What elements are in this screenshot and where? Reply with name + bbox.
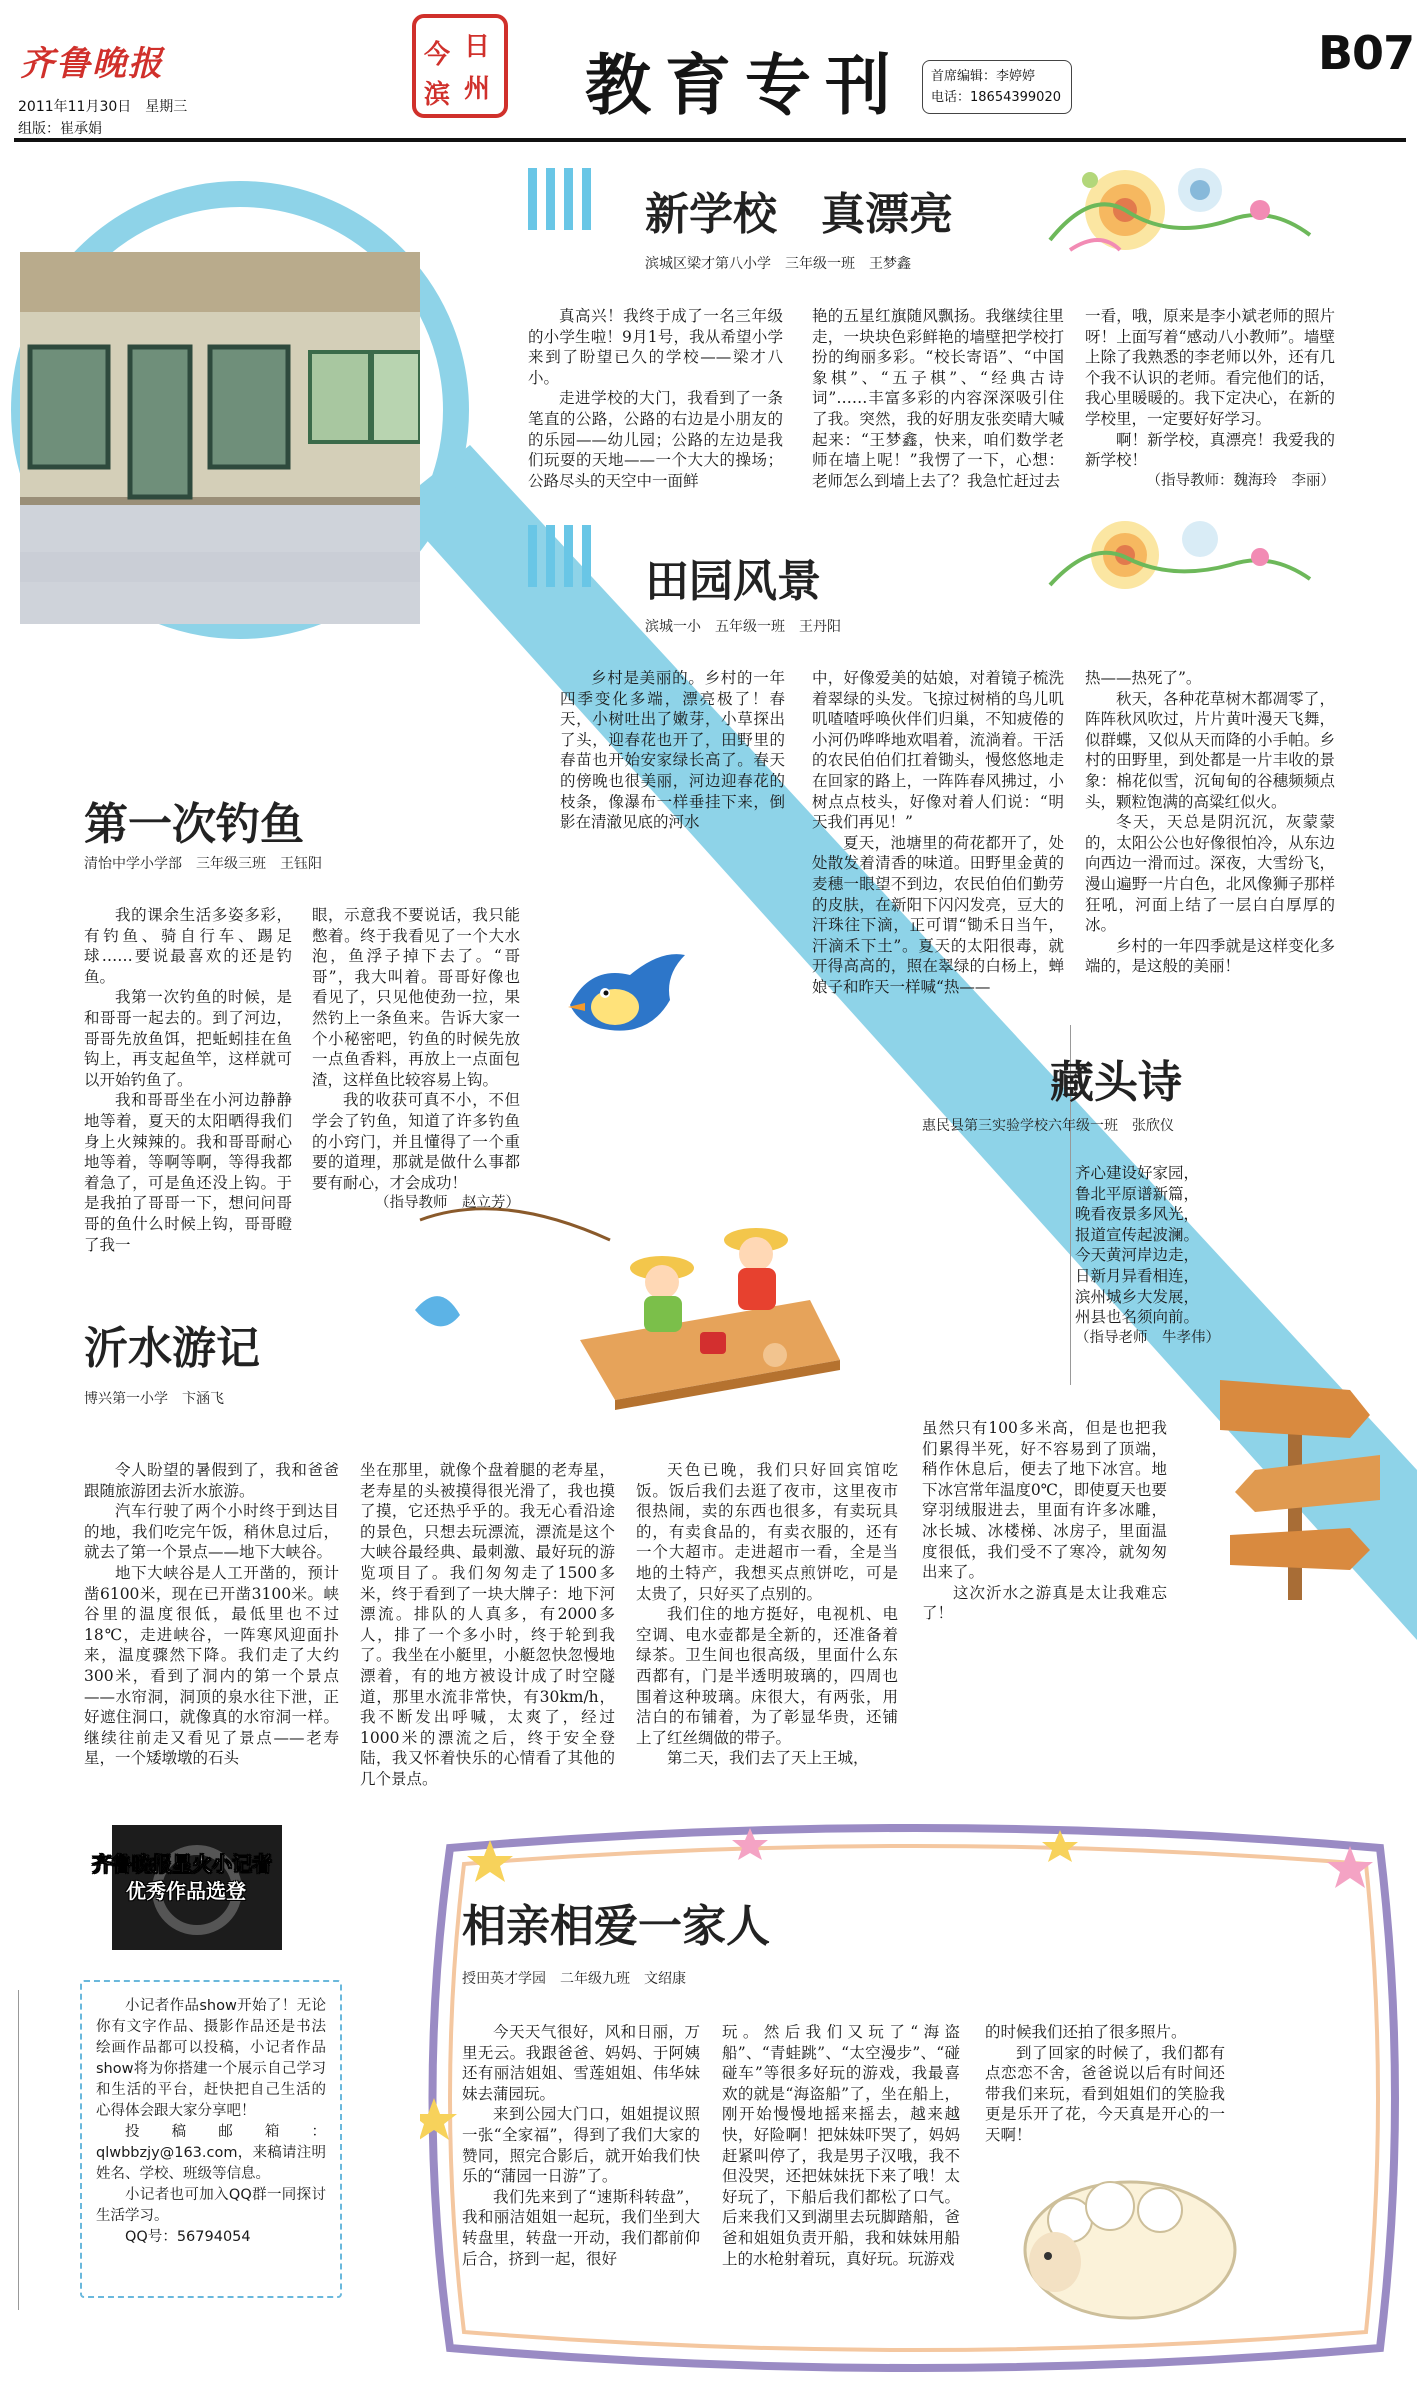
paragraph: 我的收获可真不小，不但学会了钓鱼，知道了许多钓鱼的小窍门，并且懂得了一个重要的道理，那就是做什么事都要有耐心，才会成功！ [312, 1091, 520, 1192]
article-byline: 滨城一小 五年级一班 王丹阳 [645, 619, 841, 635]
article-byline: 授田英才学园 二年级九班 文绍康 [462, 1971, 686, 1987]
school-photo [20, 252, 420, 624]
paragraph: 玩。然后我们又玩了“海盗船”、“青蛙跳”、“太空漫步”、“碰碰车”等很多好玩的游戏，我最喜欢的就是“海盗船”了，坐在船上，刚开始慢慢地摇来摇去，越来越快，好险啊！把妹妹吓哭了，妈妈赶紧叫停了，我是男子汉哦，我不但没哭，还把妹妹抚下来了哦！太好玩了，下船后我们都松了口气。后来我们又到湖里去玩脚踏船，爸爸和姐姐负责开船，我和妹妹用船上的水枪射着玩，真好玩。玩游戏 [722, 2023, 960, 2268]
editor-box [922, 60, 1072, 114]
flower-decoration [1030, 150, 1330, 280]
masthead [0, 0, 1417, 140]
article-body [560, 668, 785, 833]
paragraph: 乡村的一年四季就是这样变化多端的，是这般的美丽！ [1085, 936, 1335, 976]
seal-char: 滨 [424, 80, 451, 110]
article-title: 相亲相爱一家人 [462, 1901, 770, 1952]
promo-qq: QQ号：56794054 [125, 2229, 251, 2245]
promo-banner-title: 齐鲁晚报星火小记者 [92, 1852, 272, 1876]
article-body [462, 2022, 700, 2269]
article-body [812, 668, 1064, 998]
poem-line: 州县也名须向前。 [1075, 1308, 1200, 1327]
poem-line: 齐心建设好家园， [1075, 1164, 1200, 1182]
promo-box [80, 1980, 342, 2298]
paragraph: 的时候我们还拍了很多照片。 [985, 2023, 1187, 2041]
article-title: 沂水游记 [84, 1323, 260, 1374]
article-title: 田园风景 [645, 556, 821, 607]
paragraph: 坐在那里，就像个盘着腿的老寿星，老寿星的头被摸得很光滑了，我也摸了摸，它还热乎乎的。我无心看沿途的景色，只想去玩漂流，漂流是这个大峡谷最经典、最刺激、最好玩的游览项目了。我们匆匆走了1500多米，终于看到了一块大牌子：地下河漂流。排队的人真多，有2000多人，排了一个多小时，终于轮到我了。我坐在小艇里，小艇忽快忽慢地漂着，有的地方被设计成了时空隧道，那里水流非常快，有30km/h，我不断发出呼喊，太爽了，经过1000米的漂流之后，终于安全登陆，我又怀着快乐的心情看了其他的几个景点。 [360, 1461, 615, 1788]
seal-char: 今 [424, 40, 451, 70]
poem [1075, 1163, 1235, 1348]
paragraph: 夏天，池塘里的荷花都开了，处处散发着清香的味道。田野里金黄的麦穗一眼望不到边，农民伯伯们勤劳的皮肤，在新阳下闪闪发亮，豆大的汗珠往下滴，正可谓“锄禾日当午，汗滴禾下土”。夏天的太阳很毒，就开得高高的，照在翠绿的白杨上，蝉娘子和昨天一样喊“热—— [812, 833, 1064, 996]
section-title: 教育专刊 [585, 46, 905, 124]
paragraph: 今天天气很好，风和日丽，万里无云。我跟爸爸、妈妈、于阿姨还有丽洁姐姐、雪莲姐姐、伟华妹妹去蒲园玩。 [462, 2023, 700, 2103]
article-body [812, 306, 1064, 491]
paragraph: 中，好像爱美的姑娘，对着镜子梳洗着翠绿的头发。飞掠过树梢的鸟儿叽叽喳喳呼唤伙伴们归巢，不知疲倦的小河仍哗哗地欢唱着，流淌着。干活的农民伯伯们扛着锄头，慢悠悠地走在回家的路上，一阵阵春风拂过，小树点点枝头，好像对着人们说：“明天我们再见！” [812, 669, 1064, 832]
paragraph: 一看，哦，原来是李小斌老师的照片呀！上面写着“感动八小教师”。墙壁上除了我熟悉的李老师以外，还有几个我不认识的老师。看完他们的话，我心里暖暖的。我下定决心，在新的学校里，一定要好好学习。 [1085, 307, 1335, 428]
paragraph: 秋天，各种花草树木都凋零了，阵阵秋风吹过，片片黄叶漫天飞舞，似群蝶，又似从天而降的小手帕。乡村的田野里，到处都是一片丰收的景象：棉花似雪，沉甸甸的谷穗频频点头，颗粒饱满的高粱红似火。 [1085, 689, 1335, 811]
paragraph: 热——热死了”。 [1085, 669, 1202, 687]
article-byline: 清怡中学小学部 三年级三班 王钰阳 [84, 856, 322, 872]
article-byline: 滨城区梁才第八小学 三年级一班 王梦鑫 [645, 256, 911, 272]
title-bar [546, 168, 555, 230]
signpost-illustration [1200, 1360, 1400, 1600]
paragraph: 汽车行驶了两个小时终于到达目的地，我们吃完午饭，稍休息过后，就去了第一个景点——地下大峡谷。 [84, 1502, 339, 1562]
layout-editor: 组版：崔承娟 [18, 121, 102, 137]
title-bar [564, 168, 573, 230]
article-title: 第一次钓鱼 [84, 799, 304, 850]
article-signature: （指导教师：魏海玲 李丽） [1146, 472, 1335, 489]
paragraph: 啊！新学校，真漂亮！我爱我的新学校！ [1085, 430, 1335, 470]
paragraph: 真高兴！我终于成了一名三年级的小学生啦！9月1号，我从希望小学来到了盼望已久的学校——梁才八小。 [528, 307, 783, 387]
article-body [922, 1418, 1167, 1624]
editor-phone: 电话：18654399020 [931, 90, 1061, 105]
article-signature: （指导教师 赵立芳） [375, 1195, 520, 1212]
title-bar [564, 525, 573, 587]
paragraph: 第二天，我们去了天上王城， [667, 1749, 869, 1768]
page-number: B07 [1318, 26, 1415, 80]
paragraph: 地下大峡谷是人工开凿的，预计凿6100米，现在已开凿3100米。峡谷里的温度很低，最低里也不过18℃，走进峡谷，一阵寒风迎面扑来，温度骤然下降。我们走了大约300米，看到了洞内的第一个景点——水帘洞，洞顶的泉水往下泄，正好遮住洞口，就像真的水帘洞一样。继续往前走又看见了景点——老寿星，一个矮墩墩的石头 [84, 1563, 339, 1768]
title-bar [528, 168, 537, 230]
article-body [1085, 306, 1335, 491]
paragraph: 天色已晚，我们只好回宾馆吃饭。饭后我们去逛了夜市，这里夜市很热闹，卖的东西也很多，有卖玩具的，有卖食品的，有卖衣服的，还有一个大超市。走进超市一看，全是当地的土特产，我想买点煎饼吃，可是太贵了，只好买了点别的。 [636, 1461, 898, 1603]
seal-char: 日 [464, 32, 491, 62]
article-body [84, 905, 292, 1255]
paragraph: 眼，示意我不要说话，我只能憋着。终于我看见了一个大水泡，鱼浮子掉下去了。“哥哥”，我大叫着。哥哥好像也看见了，只见他使劲一拉，果然钓上一条鱼来。告诉大家一个小秘密吧，钓鱼的时候先放一点鱼香料，再放上一点面包渣，这样鱼比较容易上钩。 [312, 906, 520, 1089]
paragraph: 我第一次钓鱼的时候，是和哥哥一起去的。到了河边，哥哥先放鱼饵，把蚯蚓挂在鱼钩上，再支起鱼竿，这样就可以开始钓鱼了。 [84, 988, 292, 1089]
column-rule [18, 1990, 19, 2310]
paragraph: 冬天，天总是阴沉沉，灰蒙蒙的，太阳公公也好像很怕冷，从东边向西边一滑而过。深夜，大雪纷飞，漫山遍野一片白色，北风像狮子那样狂吼，河面上结了一层白白厚厚的冰。 [1085, 813, 1335, 935]
article-body [84, 1460, 339, 1769]
article-byline: 惠民县第三实验学校六年级一班 张欣仪 [922, 1118, 1174, 1134]
poem-line: 今天黄河岸边走， [1075, 1246, 1200, 1265]
poem-line: 报道宣传起波澜。 [1075, 1225, 1200, 1244]
seal-logo [412, 14, 508, 118]
article-body [985, 2022, 1225, 2146]
bird-illustration [560, 945, 690, 1045]
paragraph: 虽然只有100多米高，但是也把我们累得半死，好不容易到了顶端，稍作休息后，便去了地下冰宫。地下冰宫常年温度0℃，即使夏天也要穿羽绒服进去，里面有许多冰雕，冰长城、冰楼梯、冰房子，里面温度很低，我们受不了寒冷，就匆匆出来了。 [922, 1419, 1167, 1582]
promo-text: 小记者也可加入QQ群一同探讨生活学习。 [96, 2187, 326, 2224]
article-body [636, 1460, 898, 1769]
poem-line: 鲁北平原谱新篇， [1075, 1184, 1200, 1203]
promo-text: 小记者作品show开始了！无论你有文字作品、摄影作品还是书法绘画作品都可以投稿，小记者作品show将为你搭建一个展示自己学习和生活的平台，赶快把自己生活的心得体会跟大家分享吧！ [96, 1998, 326, 2119]
article-body [1085, 668, 1335, 977]
poem-line: 日新月异看相连， [1075, 1266, 1200, 1285]
paragraph: 我和哥哥坐在小河边静静地等着，夏天的太阳晒得我们身上火辣辣的。我和哥哥耐心地等着，等啊等啊，等得我都着急了，可是鱼还没上钩。于是我拍了哥哥一下，想问问哥哥的鱼什么时候上钩，哥哥瞪了我一 [84, 1091, 292, 1254]
flower-decoration [1030, 505, 1330, 615]
issue-date: 2011年11月30日 星期三 [18, 99, 188, 115]
paragraph: 我的课余生活多姿多彩，有钓鱼、骑自行车、踢足球……要说最喜欢的还是钓鱼。 [84, 906, 292, 986]
poem-line: 晚看夜景多风光， [1075, 1205, 1200, 1224]
article-byline: 博兴第一小学 卞涵飞 [84, 1391, 224, 1407]
title-bar [582, 168, 591, 230]
article-title: 新学校 真漂亮 [645, 189, 953, 240]
paragraph: 艳的五星红旗随风飘扬。我继续往里走，一块块色彩鲜艳的墙壁把学校打扮的绚丽多彩。“校长寄语”、“中国象棋”、“五子棋”、“经典古诗词”……丰富多彩的内容深深吸引住了我。突然，我的好朋友张奕晴大喊起来：“王梦鑫，快来，咱们数学老师在墙上呢！”我愣了一下，心想：老师怎么到墙上去了？我急忙赶过去 [812, 307, 1064, 490]
article-body [722, 2022, 960, 2269]
paragraph: 我们住的地方挺好，电视机、电空调、电水壶都是全新的，还准备着绿茶。卫生间也很高级，里面什么东西都有，门是半透明玻璃的，四周也围着这种玻璃。床很大，有两张，用洁白的布铺着，为了彰显华贵，还铺上了红丝绸做的带子。 [636, 1605, 898, 1747]
promo-banner-subtitle: 优秀作品选登 [126, 1879, 246, 1903]
article-body [528, 306, 783, 491]
paragraph: 到了回家的时候了，我们都有点恋恋不舍，爸爸说以后有时间还带我们来玩，看到姐姐们的笑脸我更是乐开了花，今天真是开心的一天啊！ [985, 2043, 1225, 2144]
promo-email: 投稿邮箱：qlwbbzjy@163.com，来稿请注明姓名、学校、班级等信息。 [96, 2124, 326, 2182]
title-bar [546, 525, 555, 587]
article-signature: （指导老师 牛孝伟） [1075, 1329, 1220, 1346]
title-bar [528, 525, 537, 587]
sheep-illustration [1010, 2150, 1250, 2330]
article-title: 藏头诗 [1050, 1057, 1182, 1108]
paragraph: 这次沂水之游真是太让我难忘了！ [922, 1583, 1167, 1623]
paragraph: 走进学校的大门，我看到了一条笔直的公路，公路的右边是小朋友的的乐园——幼儿园；公路的左边是我们玩耍的天地——一个大大的操场；公路尽头的天空中一面鲜 [528, 389, 783, 490]
poem-line: 滨州城乡大发展， [1075, 1287, 1200, 1306]
paragraph: 令人盼望的暑假到了，我和爸爸跟随旅游团去沂水旅游。 [84, 1461, 339, 1500]
paper-name: 齐鲁晚报 [20, 44, 164, 84]
paragraph: 来到公园大门口，姐姐提议照一张“全家福”，得到了我们大家的赞同，照完合影后，就开始我们快乐的“蒲园一日游”了。 [462, 2105, 700, 2186]
seal-char: 州 [464, 74, 491, 104]
paragraph: 我们先来到了“速斯科转盘”，我和丽洁姐姐一起玩，我们坐到大转盘里，转盘一开动，我们都前仰后合，挤到一起，很好 [462, 2187, 700, 2268]
article-body [360, 1460, 615, 1790]
article-body [312, 905, 520, 1214]
title-bar [582, 525, 591, 587]
chief-editor: 首席编辑：李婷婷 [931, 69, 1036, 84]
masthead-rule [14, 138, 1406, 142]
paragraph: 乡村是美丽的。乡村的一年四季变化多端，漂亮极了！春天，小树吐出了嫩芽，小草探出了头，迎春花也开了，田野里的春苗也开始安家绿长高了。春天的傍晚也很美丽，河边迎春花的枝条，像瀑布一样垂挂下来，倒影在清澈见底的河水 [560, 669, 785, 832]
